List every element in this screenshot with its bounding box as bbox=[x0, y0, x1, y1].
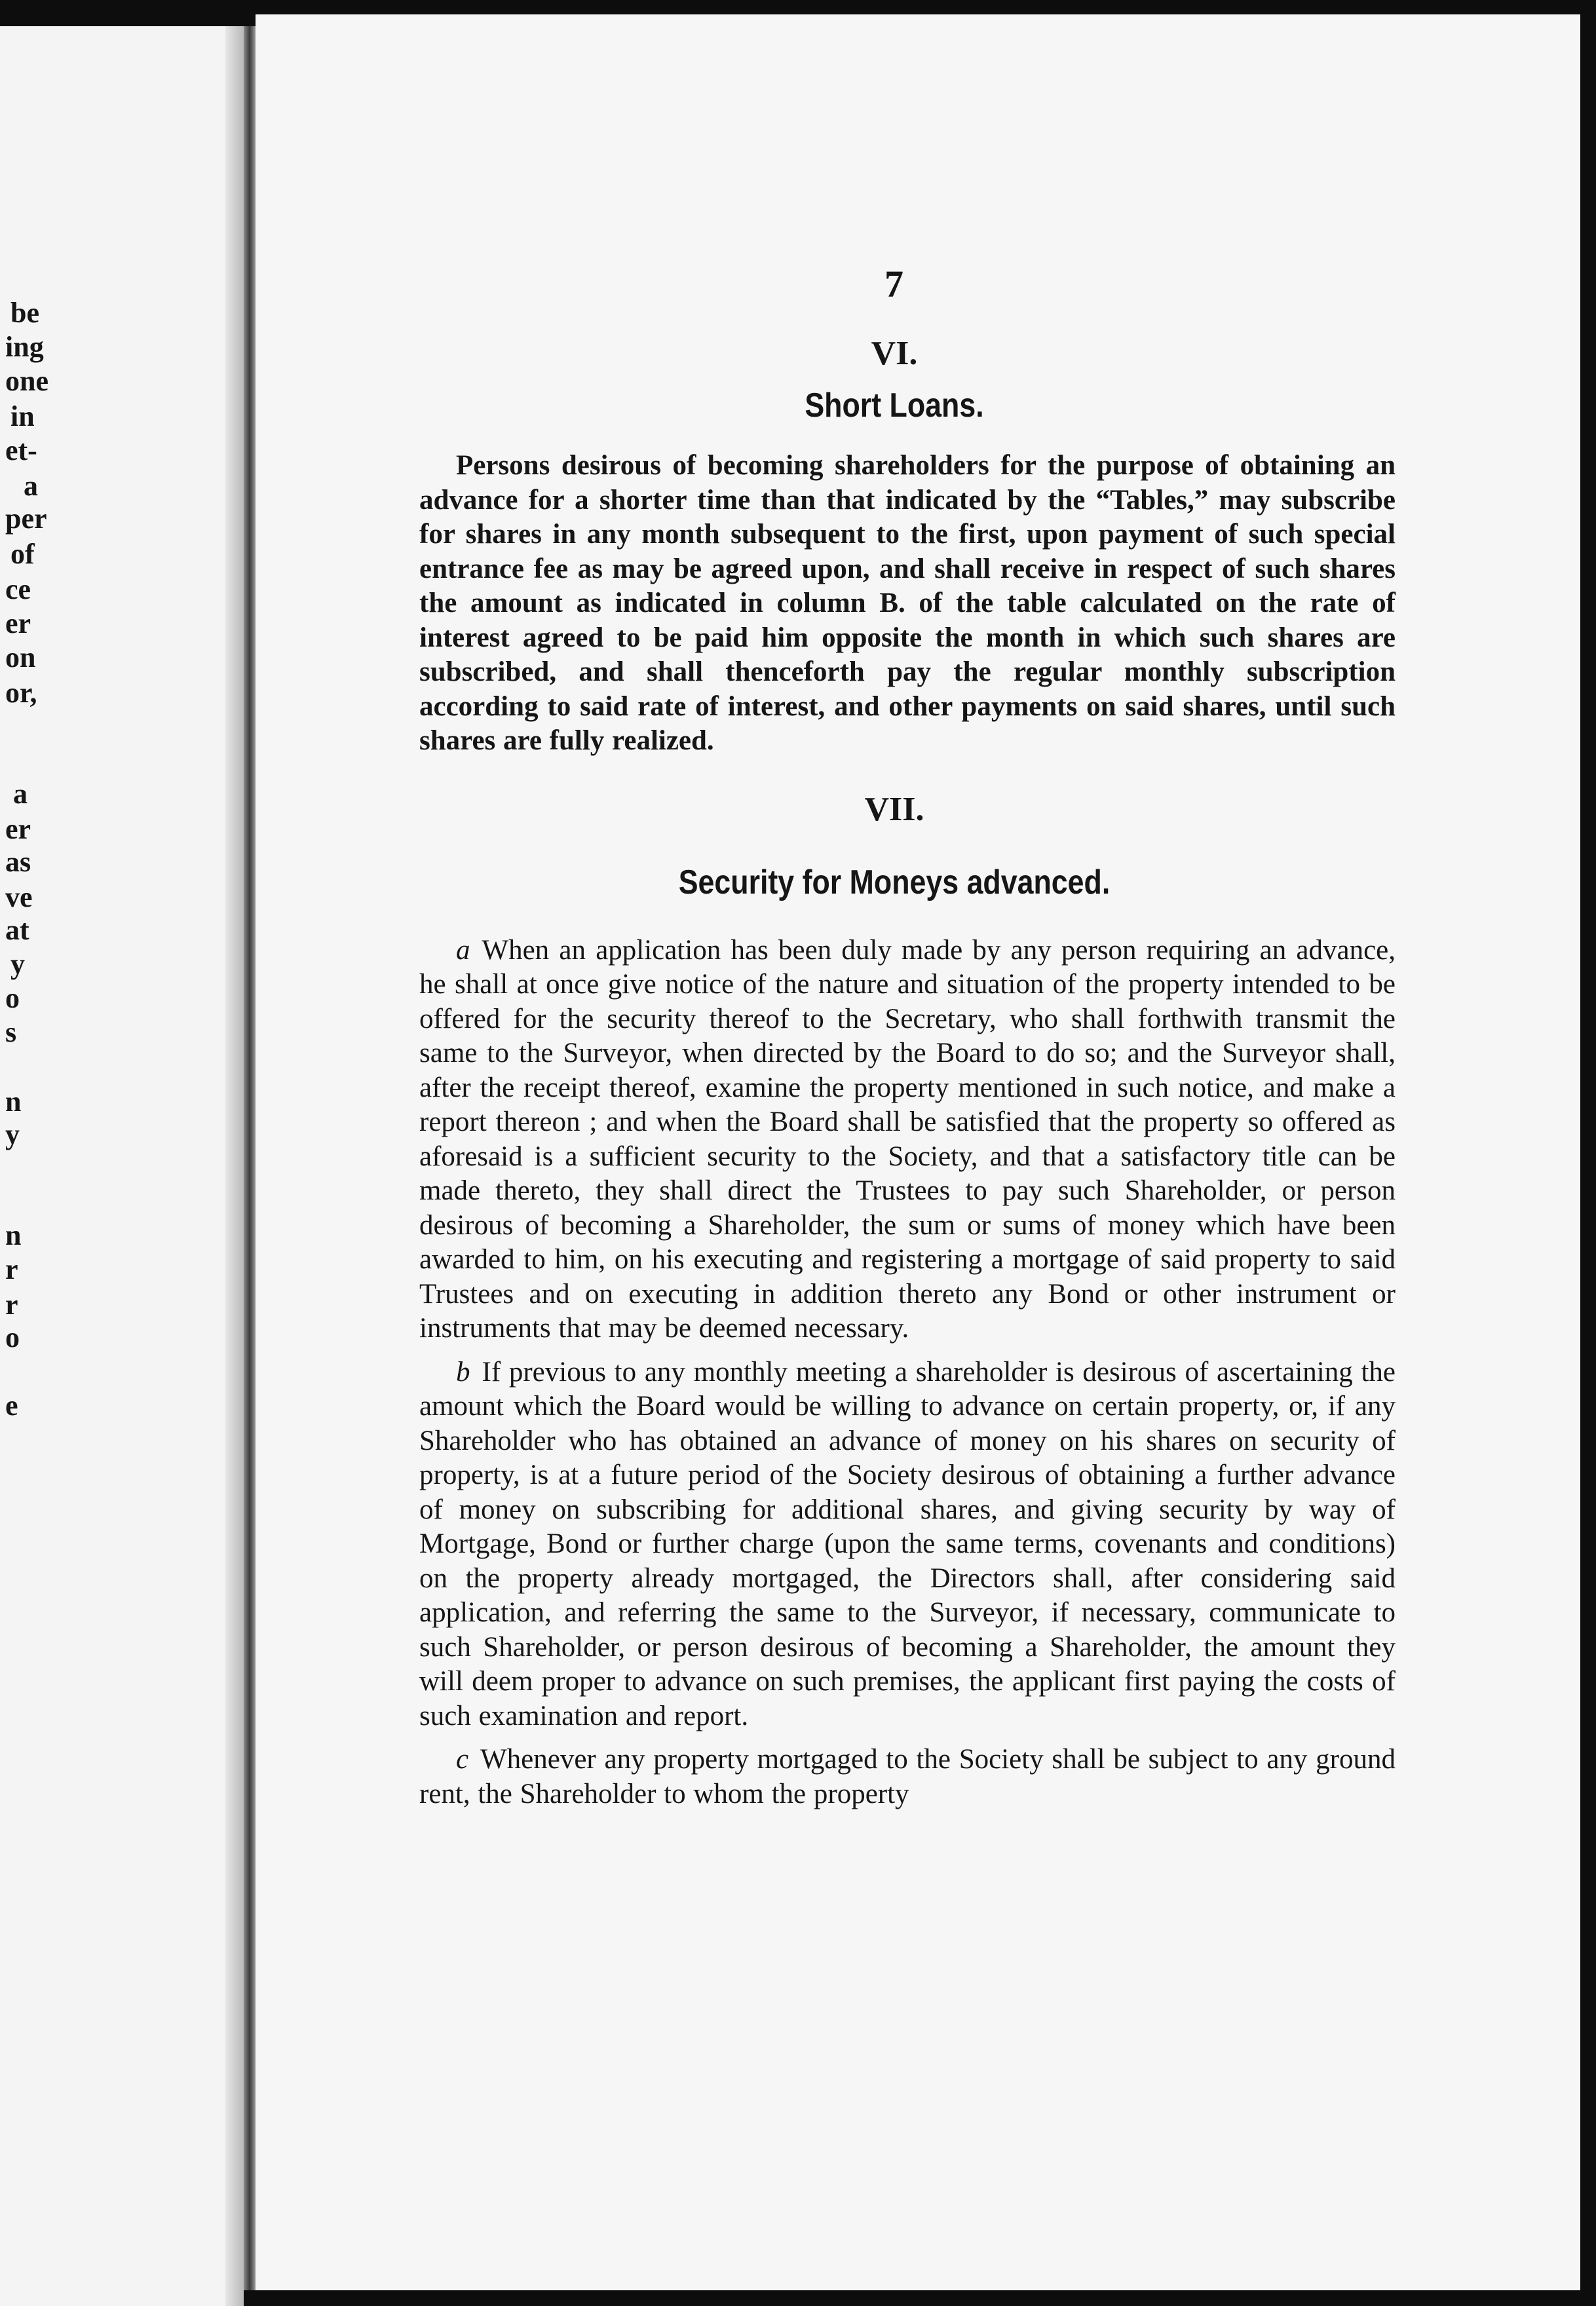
left-page-fragment: a bbox=[24, 470, 38, 502]
security-paragraph-c bbox=[419, 1743, 1396, 1811]
paragraph-text: Whenever any property mortgaged to the Society shall be subject to any ground rent, the Shareholder to whom the property bbox=[419, 1744, 1396, 1809]
section-vii-numeral: VII. bbox=[864, 790, 924, 828]
left-page-fragment: et- bbox=[5, 434, 37, 466]
left-page-fragment: y bbox=[10, 948, 25, 980]
left-page-fragment: per bbox=[5, 502, 47, 535]
left-page-fragment: ce bbox=[5, 573, 31, 605]
left-page-fragment: s bbox=[5, 1016, 17, 1048]
short-loans-paragraph: Persons desirous of becoming shareholders for the purpose of obtaining an advance for a shorter time than that indicated by the “Tables,” may subscribe for shares in any month subsequent to the first, upon payment of such special entrance fee as may be agreed upon, and shall receive in respect of such shares the amount as indicated in column B. of the table calculated on the rate of interest agreed to be paid him opposite the month in which such shares are subscribed, and shall thenceforth pay the regular monthly subscription according to said rate of interest, and other payments on said shares, until such shares are fully realized. bbox=[419, 450, 1396, 756]
paragraph-marker: a bbox=[456, 934, 470, 966]
section-vii-heading: Security for Moneys advanced. bbox=[678, 863, 1111, 901]
left-page-fragment: on bbox=[5, 641, 36, 673]
right-page bbox=[256, 14, 1580, 2290]
left-page-fragment: ing bbox=[5, 331, 44, 363]
left-page-fragment: one bbox=[5, 365, 48, 397]
left-page-fragment: n bbox=[5, 1086, 22, 1118]
left-page bbox=[0, 26, 244, 2306]
left-page-fragment: e bbox=[5, 1389, 18, 1422]
left-page-gutter bbox=[225, 26, 244, 2306]
left-page-fragment: be bbox=[10, 297, 39, 329]
left-page-fragment: as bbox=[5, 846, 31, 878]
paragraph-marker: b bbox=[456, 1356, 470, 1388]
left-page-fragment: o bbox=[5, 982, 20, 1014]
left-page-fragment: a bbox=[13, 778, 28, 810]
left-page-fragment: ve bbox=[5, 881, 33, 913]
paragraph-text: When an application has been duly made by any person requiring an advance, he shall at once give notice of the nature and situation of the property intended to be offered for the security thereof to the Secretary, who shall forthwith transmit the same to the Surveyor, when directed by the Board to do so; and the Surveyor shall, after the receipt thereof, examine the property mentioned in such notice, and make a report thereon ; and when the Board shall be satisfied that the property so offered as aforesaid is a sufficient security to the Society, and that a satisfactory title can be made thereto, they shall direct the Trustees to pay such Shareholder, or person desirous of becoming a Shareholder, the sum or sums of money which have been awarded to him, on his executing and registering a mortgage of said property to said Trustees and on executing in addition thereto any Bond or other instrument or instruments that may be deemed necessary. bbox=[419, 934, 1396, 1344]
left-page-fragment: er bbox=[5, 607, 31, 639]
section-vi-heading: Short Loans. bbox=[805, 387, 984, 425]
book-spine bbox=[244, 26, 256, 2290]
left-page-fragment: or, bbox=[5, 677, 37, 709]
left-page-fragment: y bbox=[5, 1118, 20, 1150]
section-vi-numeral: VI. bbox=[871, 335, 918, 372]
left-page-fragment: er bbox=[5, 813, 31, 845]
left-page-fragment: n bbox=[5, 1219, 22, 1251]
page-number: 7 bbox=[884, 263, 903, 305]
paragraph-text: If previous to any monthly meeting a shareholder is desirous of ascertaining the amount which the Board would be willing to advance on certain property, or, if any Shareholder who has obtained an advance of money on his shares on security of property, is at a future period of the Society desirous of obtaining a further advance of money on subscribing for additional shares, and giving security by way of Mortgage, Bond or further charge (upon the same terms, covenants and conditions) on the property already mortgaged, the Directors shall, after considering said application, and referring the same to the Surveyor, if necessary, communicate to such Shareholder, or person desirous of becoming a Shareholder, the amount they will deem proper to advance on such premises, the applicant first paying the costs of such examination and report. bbox=[419, 1356, 1396, 1731]
left-page-fragment: in bbox=[10, 400, 35, 432]
security-paragraph-a bbox=[419, 934, 1396, 1346]
security-paragraph-b bbox=[419, 1355, 1396, 1734]
left-page-fragment: o bbox=[5, 1321, 20, 1353]
scan-right-edge bbox=[1580, 0, 1596, 2290]
left-page-fragment: at bbox=[5, 914, 29, 946]
left-page-fragment: of bbox=[10, 538, 35, 570]
left-page-fragment: r bbox=[5, 1289, 18, 1321]
left-page-fragment: r bbox=[5, 1253, 18, 1285]
paragraph-marker: c bbox=[456, 1744, 469, 1775]
page-content bbox=[419, 250, 1580, 1811]
